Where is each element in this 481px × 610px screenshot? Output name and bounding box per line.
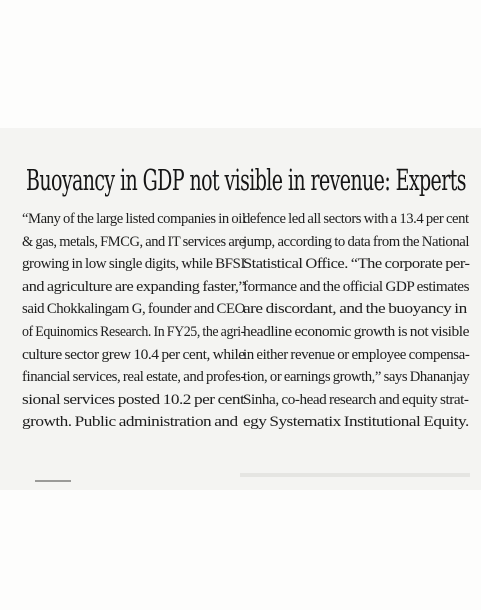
column-line: & gas, metals, FMCG, and IT services are <box>22 233 245 250</box>
column-line: growth. Public administration and <box>22 414 238 431</box>
column-line: are discordant, and the buoyancy in <box>243 301 467 318</box>
column-line: culture sector grew 10.4 per cent, while <box>22 346 245 363</box>
column-line: said Chokkalingam G, founder and CEO <box>22 301 245 318</box>
column-line: headline economic growth is not visible <box>243 323 469 340</box>
column-line: egy Systematix Institutional Equity. <box>243 414 469 431</box>
article-column-right <box>243 208 469 434</box>
column-line: and agriculture are expanding faster,” <box>22 278 246 295</box>
column-line: growing in low single digits, while BFSI <box>22 256 245 273</box>
column-line: sional services posted 10.2 per cent <box>22 391 245 408</box>
article-headline: Buoyancy in GDP not visible in revenue: Experts <box>26 163 466 197</box>
cut-off-text-fragment <box>35 480 71 487</box>
column-line: tion, or earnings growth,” says Dhananjay <box>243 369 470 386</box>
column-line: of Equinomics Research. In FY25, the agri- <box>22 323 245 340</box>
column-line: in either revenue or employee compensa- <box>243 346 470 363</box>
column-line: “Many of the large listed companies in oil <box>22 211 246 227</box>
newspaper-clipping <box>0 128 481 490</box>
article-column-left <box>22 208 245 434</box>
column-line: formance and the official GDP estimates <box>243 278 470 295</box>
bleed-through-text <box>225 134 481 146</box>
column-line: defence led all sectors with a 13.4 per cent <box>243 211 469 227</box>
column-line: Sinha, co-head research and equity strat- <box>243 391 469 408</box>
column-line: jump, according to data from the National <box>243 233 470 250</box>
column-line: financial services, real estate, and profes- <box>22 369 245 386</box>
column-line: Statistical Office. “The corporate per- <box>243 256 470 273</box>
bleed-through-smudge <box>240 473 470 477</box>
